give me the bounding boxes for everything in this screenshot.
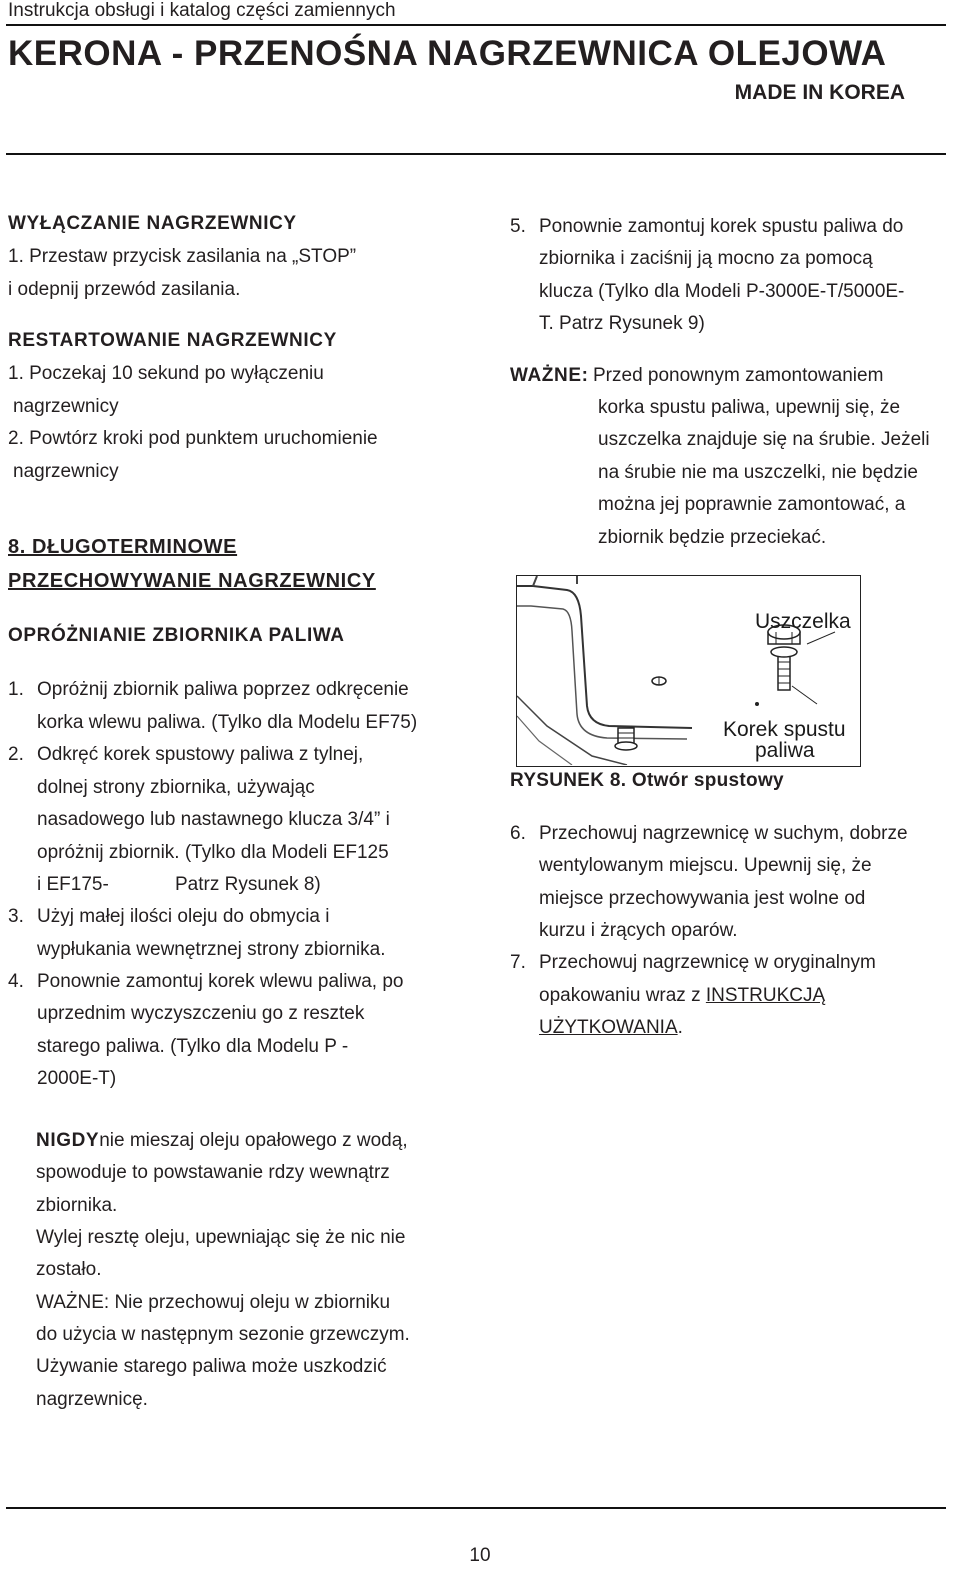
step-line: wentylowanym miejscu. Upewnij się, że xyxy=(539,855,872,876)
drain-plug-figure xyxy=(516,575,861,767)
tank-edge xyxy=(517,606,687,739)
step-number: 2. xyxy=(8,744,24,765)
drain-plug-icon xyxy=(615,728,637,750)
figure-caption: RYSUNEK 8. Otwór spustowy xyxy=(510,770,784,791)
important-line: Przed ponownym zamontowaniem xyxy=(593,365,884,386)
step-line: T. Patrz Rysunek 9) xyxy=(539,313,705,334)
never-line: WAŻNE: Nie przechowuj oleju w zbiorniku xyxy=(36,1292,391,1313)
title-divider xyxy=(6,153,946,155)
never-line: Wylej resztę oleju, upewniając się że nic nie xyxy=(36,1227,406,1248)
step-line: Przechowuj nagrzewnicę w oryginalnym xyxy=(539,952,876,973)
step-line: Ponownie zamontuj korek wlewu paliwa, po xyxy=(37,971,404,992)
important-line: można jej poprawnie zamontować, a xyxy=(598,494,906,515)
never-line: spowoduje to powstawanie rdzy wewnątrz xyxy=(36,1162,390,1183)
restart-line: 1. Poczekaj 10 sekund po wyłączeniu xyxy=(8,363,324,384)
important-line: uszczelka znajduje się na śrubie. Jeżeli xyxy=(598,429,930,450)
step-line: dolnej strony zbiornika, używając xyxy=(37,777,315,798)
manual-link[interactable]: INSTRUKCJĄ xyxy=(705,985,826,1006)
figure-reference: Patrz Rysunek 8) xyxy=(175,874,321,895)
never-bold: NIGDY xyxy=(36,1130,100,1151)
tank-edge xyxy=(517,696,627,765)
step-line: Użyj małej ilości oleju do obmycia i xyxy=(37,906,330,927)
shutdown-line: 1. Przestaw przycisk zasilania na „STOP” xyxy=(8,246,357,267)
step-line: Ponownie zamontuj korek spustu paliwa do xyxy=(539,216,904,237)
step-line: zbiornika i zaciśnij ją mocno za pomocą xyxy=(539,248,873,269)
never-warning xyxy=(36,1125,408,1158)
step-text: . xyxy=(677,1017,683,1038)
gasket-label: Uszczelka xyxy=(755,610,851,633)
storage-heading: 8. DŁUGOTERMINOWE xyxy=(8,536,238,558)
leader-line xyxy=(792,686,817,704)
never-line: nagrzewnicę. xyxy=(36,1389,148,1410)
shutdown-line: i odepnij przewód zasilania. xyxy=(8,279,241,300)
restart-line: nagrzewnicy xyxy=(13,396,119,417)
important-line: zbiornik będzie przeciekać. xyxy=(598,527,827,548)
step-line: 2000E-T) xyxy=(37,1068,117,1089)
step-line: klucza (Tylko dla Modeli P-3000E-T/5000E- xyxy=(539,281,905,302)
step-line xyxy=(539,1012,683,1045)
header-divider xyxy=(6,24,946,26)
tank-edge xyxy=(533,576,537,586)
step-line: Odkręć korek spustowy paliwa z tylnej, xyxy=(37,744,364,765)
gasket-bolt-icon xyxy=(768,625,800,690)
restart-heading: RESTARTOWANIE NAGRZEWNICY xyxy=(8,330,337,351)
storage-heading: PRZECHOWYWANIE NAGRZEWNICY xyxy=(8,570,376,592)
document-subtitle: Instrukcja obsługi i katalog części zamiennych xyxy=(8,0,396,21)
drain-plug-label: Korek spustu xyxy=(723,718,846,741)
step-line: wypłukania wewnętrznej strony zbiornika. xyxy=(37,939,386,960)
drain-plug-label: paliwa xyxy=(755,739,815,762)
step-line xyxy=(539,980,825,1013)
page-number: 10 xyxy=(469,1545,491,1566)
step-number: 5. xyxy=(510,216,526,237)
step-line: opróżnij zbiornik. (Tylko dla Modeli EF125 xyxy=(37,842,389,863)
step-number: 1. xyxy=(8,679,24,700)
restart-line: 2. Powtórz kroki pod punktem uruchomienie xyxy=(8,428,378,449)
important-line: korka spustu paliwa, upewnij się, że xyxy=(598,397,901,418)
never-line: zostało. xyxy=(36,1259,102,1280)
never-line: nie mieszaj oleju opałowego z wodą, xyxy=(99,1130,408,1151)
never-line: Używanie starego paliwa może uszkodzić xyxy=(36,1356,387,1377)
step-text: opakowaniu wraz z xyxy=(539,985,701,1006)
step-line: Opróżnij zbiornik paliwa poprzez odkręcenie xyxy=(37,679,409,700)
step-number: 7. xyxy=(510,952,526,973)
step-number: 6. xyxy=(510,823,526,844)
step-line: kurzu i żrących oparów. xyxy=(539,920,738,941)
page-title: KERONA - PRZENOŚNA NAGRZEWNICA OLEJOWA xyxy=(8,34,887,73)
footer-divider xyxy=(6,1507,946,1509)
step-line: i EF175- xyxy=(37,874,109,895)
origin-label: MADE IN KOREA xyxy=(734,81,905,104)
important-label: WAŻNE: xyxy=(510,365,589,386)
rivet-icon xyxy=(755,702,759,706)
leader-line xyxy=(807,632,835,644)
step-line: nasadowego lub nastawnego klucza 3/4” i xyxy=(37,809,390,830)
never-line: do użycia w następnym sezonie grzewczym. xyxy=(36,1324,410,1345)
step-line: miejsce przechowywania jest wolne od xyxy=(539,888,866,909)
step-line: korka wlewu paliwa. (Tylko dla Modelu EF75) xyxy=(37,712,418,733)
restart-line: nagrzewnicy xyxy=(13,461,119,482)
manual-link[interactable]: UŻYTKOWANIA xyxy=(539,1017,678,1038)
important-line: na śrubie nie ma uszczelki, nie będzie xyxy=(598,462,919,483)
step-number: 3. xyxy=(8,906,24,927)
never-line: zbiornika. xyxy=(36,1195,118,1216)
step-number: 4. xyxy=(8,971,24,992)
drain-plug-illustration xyxy=(517,576,859,765)
step-line: Przechowuj nagrzewnicę w suchym, dobrze xyxy=(539,823,908,844)
step-line: uprzednim wyczyszczeniu go z resztek xyxy=(37,1003,365,1024)
step-line: starego paliwa. (Tylko dla Modelu P - xyxy=(37,1036,349,1057)
shutdown-heading: WYŁĄCZANIE NAGRZEWNICY xyxy=(8,213,297,234)
emptying-heading: OPRÓŻNIANIE ZBIORNIKA PALIWA xyxy=(8,625,345,646)
